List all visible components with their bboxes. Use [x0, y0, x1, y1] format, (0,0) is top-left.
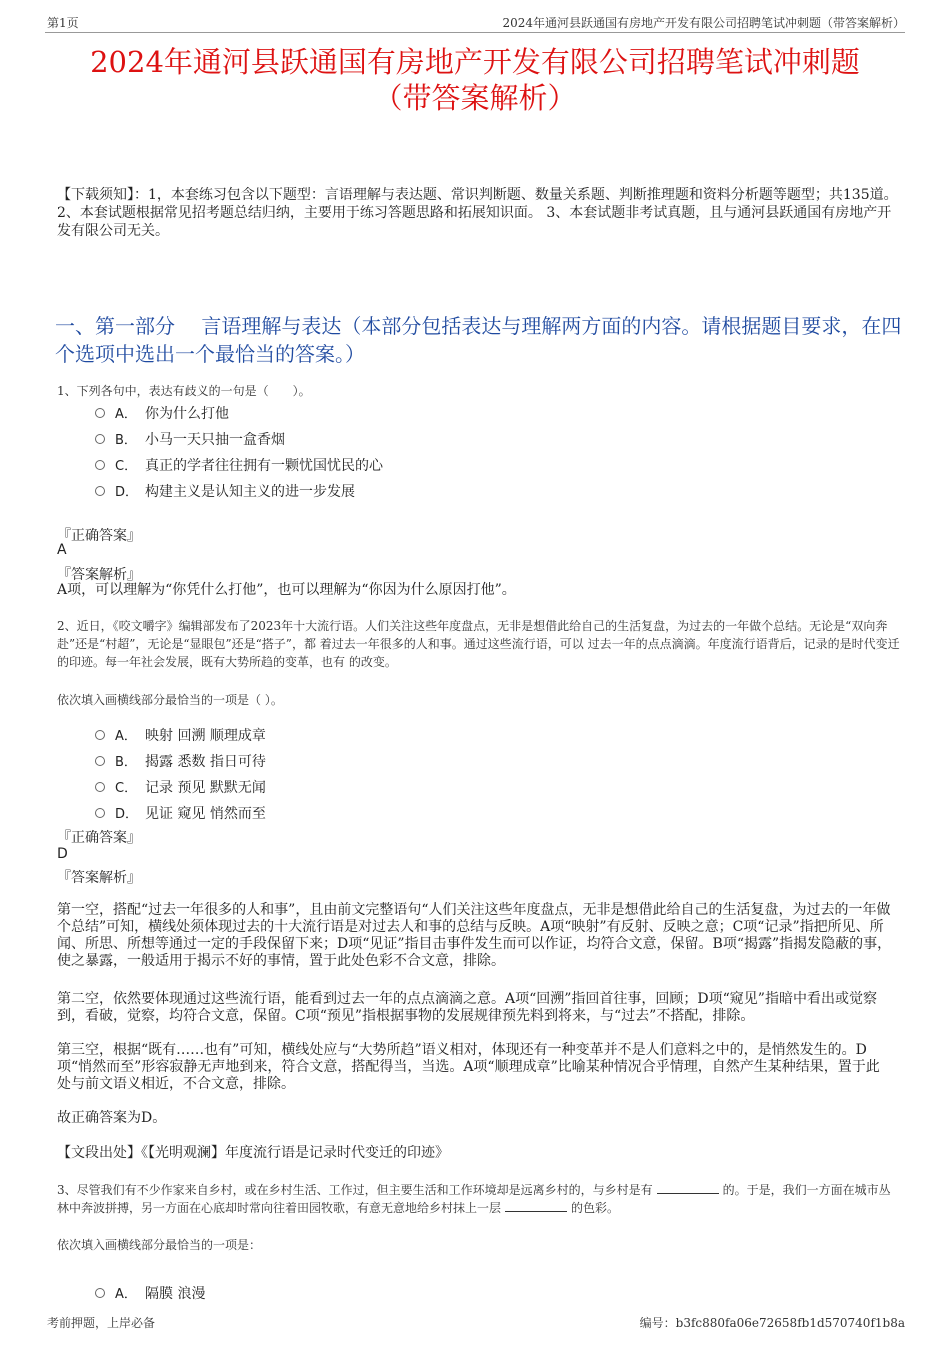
q1-option-a[interactable]: A． 你为什么打他	[95, 405, 229, 424]
page-number: 第1页	[47, 16, 79, 30]
q3-option-a[interactable]: A． 隔膜 浪漫	[95, 1285, 205, 1304]
q1-answer: A	[57, 542, 67, 558]
q3-prompt: 依次填入画横线部分最恰当的一项是：	[57, 1238, 262, 1252]
header-doc-title: 2024年通河县跃通国有房地产开发有限公司招聘笔试冲刺题（带答案解析）	[502, 16, 905, 30]
section-heading: 一、第一部分 言语理解与表达（本部分包括表达与理解两方面的内容。请根据题目要求，在四个选项中选出一个最恰当的答案。）	[55, 314, 902, 366]
download-notice: 【下载须知】：1，本套练习包含以下题型：言语理解与表达题、常识判断题、数量关系题、判断推理题和资料分析题等题型；共135道。 2、本套试题根据常见招考题总结归纳，主要用于练习答题思路和拓展知识面。 3、本套试题非考试真题，且与通河县跃通国有房地产开发有限公司无关。	[57, 187, 898, 239]
radio-icon[interactable]	[95, 808, 105, 818]
q1-option-b[interactable]: B． 小马一天只抽一盒香烟	[95, 431, 285, 450]
footer-doc-id: 编号：b3fc880fa06e72658fb1d570740f1b8a	[639, 1316, 905, 1330]
radio-icon[interactable]	[95, 434, 105, 444]
q1-correct-label: 『正确答案』	[57, 528, 141, 544]
q2-analysis-para-2: 第二空，依然要体现通过这些流行语，能看到过去一年的点点滴滴之意。A项“回溯”指回首往事，回顾；D项“窥见”指暗中看出或觉察到，看破，觉察，均符合文意，保留。C项“预见”指根据事物的发展规律预先料到将来，与“过去”不搭配，排除。	[57, 991, 877, 1024]
radio-icon[interactable]	[95, 782, 105, 792]
footer-slogan: 考前押题，上岸必备	[47, 1316, 156, 1330]
q2-analysis-para-3: 第三空，根据“既有……也有”可知，横线处应与“大势所趋”语义相对，体现还有一种变革并不是人们意料之中的，是悄然发生的。D项“悄然而至”形容寂静无声地到来，符合文意，搭配得当，当选。A项“顺理成章”比喻某种情况合乎情理，自然产生某种结果，置于此处与前文语义相近，不合文意，排除。	[57, 1042, 880, 1092]
header-divider	[45, 32, 905, 33]
q1-option-c[interactable]: C． 真正的学者往往拥有一颗忧国忧民的心	[95, 457, 383, 476]
q2-analysis-label: 『答案解析』	[57, 870, 141, 886]
radio-icon[interactable]	[95, 1288, 105, 1298]
title-line-2: （带答案解析）	[373, 81, 577, 115]
q2-prompt: 依次填入画横线部分最恰当的一项是（ ）。	[57, 693, 283, 707]
q2-analysis-para-1: 第一空，搭配“过去一年很多的人和事”，且由前文完整语句“人们关注这些年度盘点，无非是想借此给自己的生活复盘，为过去的一年做个总结”可知，横线处须体现过去的十大流行语是对过去人和事的总结与反映。A项“映射”有反射、反映之意；C项“记录”指把所见、所闻、所思、所想等通过一定的手段保留下来；D项“见证”指目击事件发生而可以作证，均符合文意，保留。B项“揭露”指揭发隐蔽的事，使之暴露，一般适用于揭示不好的事情，置于此处色彩不合文意，排除。	[57, 902, 892, 969]
radio-icon[interactable]	[95, 486, 105, 496]
q2-answer: D	[57, 846, 68, 862]
q2-conclusion: 故正确答案为D。	[57, 1110, 167, 1126]
radio-icon[interactable]	[95, 756, 105, 766]
q1-analysis-label: 『答案解析』	[57, 567, 141, 583]
q2-stem: 2、近日，《咬文嚼字》编辑部发布了2023年十大流行语。人们关注这些年度盘点，无非是想借此给自己的生活复盘，为过去的一年做个总结。无论是“双向奔赴”还是“村超”，无论是“显眼包”还是“搭子”，都 着过去一年很多的人和事。通过这些流行语，可以 过去一年的点点滴滴。年度流行语背后，记录的是时代变迁的印迹。每一年社会发展，既有大势所趋的变革，也有 的改变。	[57, 619, 900, 669]
q1-option-d[interactable]: D． 构建主义是认知主义的进一步发展	[95, 483, 355, 502]
q3-stem: 3、尽管我们有不少作家来自乡村，或在乡村生活、工作过，但主要生活和工作环境却是远离乡村的，与乡村是有 的。于是，我们一方面在城市丛林中奔波拼搏，另一方面在心底却时常向往着田园牧歌，有意无意地给乡村抹上一层 的色彩。	[57, 1183, 891, 1215]
radio-icon[interactable]	[95, 730, 105, 740]
q1-stem: 1、下列各句中，表达有歧义的一句是（ ）。	[57, 384, 311, 398]
q2-option-a[interactable]: A． 映射 回溯 顺理成章	[95, 727, 266, 746]
q2-option-b[interactable]: B． 揭露 悉数 指日可待	[95, 753, 266, 772]
radio-icon[interactable]	[95, 460, 105, 470]
title-line-1: 2024年通河县跃通国有房地产开发有限公司招聘笔试冲刺题	[90, 45, 860, 79]
q2-source: 【文段出处】《【光明观澜】年度流行语是记录时代变迁的印迹》	[57, 1145, 449, 1161]
q2-correct-label: 『正确答案』	[57, 830, 141, 846]
page-title	[40, 44, 910, 116]
radio-icon[interactable]	[95, 408, 105, 418]
answer-blank	[657, 1183, 719, 1194]
answer-blank	[505, 1201, 567, 1212]
q2-option-c[interactable]: C． 记录 预见 默默无闻	[95, 779, 266, 798]
q1-analysis: A项，可以理解为“你凭什么打他”，也可以理解为“你因为什么原因打他”。	[57, 582, 516, 598]
q2-option-d[interactable]: D． 见证 窥见 悄然而至	[95, 805, 266, 824]
